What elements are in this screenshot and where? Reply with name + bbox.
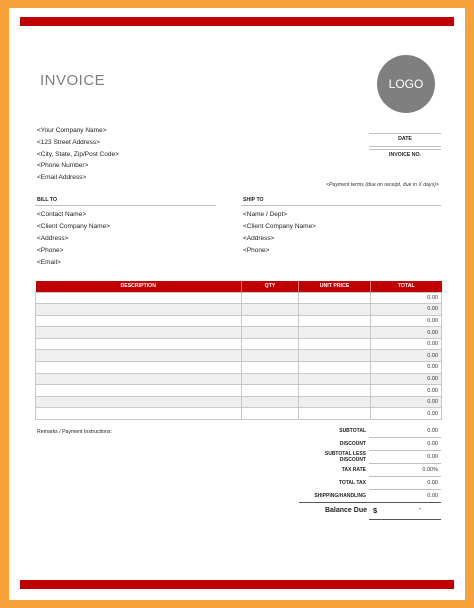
item-description-cell[interactable]: [36, 327, 242, 339]
balance-due-value[interactable]: -: [419, 506, 422, 513]
item-description-cell[interactable]: [36, 396, 242, 408]
item-description-cell[interactable]: [36, 304, 242, 316]
bill-to-heading: BILL TO: [37, 197, 57, 203]
ship-to-divider: [241, 205, 441, 206]
company-phone: <Phone Number>: [37, 162, 89, 170]
item-unit-price-cell[interactable]: [299, 408, 371, 420]
totals-row: [299, 489, 441, 502]
item-qty-cell[interactable]: [242, 385, 299, 397]
item-qty-cell[interactable]: [242, 373, 299, 385]
item-total-cell[interactable]: 0.00: [371, 385, 442, 397]
col-total: TOTAL: [371, 281, 442, 292]
bill-to-phone: <Phone>: [37, 247, 64, 254]
table-row: [36, 338, 442, 350]
table-row: [36, 362, 442, 374]
bill-to-street: <Address>: [37, 235, 69, 242]
table-row: [36, 315, 442, 327]
totals-label: DISCOUNT: [339, 441, 366, 448]
ship-to-address: [243, 209, 316, 257]
item-qty-cell[interactable]: [242, 315, 299, 327]
totals-row: [299, 425, 441, 438]
item-description-cell[interactable]: [36, 338, 242, 350]
col-description: DESCRIPTION: [36, 281, 242, 292]
balance-due-label: Balance Due: [324, 507, 367, 514]
totals-table: [299, 425, 441, 503]
ship-to-phone: <Phone>: [243, 247, 270, 254]
company-city: <City, State, Zip/Post Code>: [37, 150, 119, 158]
item-unit-price-cell[interactable]: [299, 385, 371, 397]
item-unit-price-cell[interactable]: [299, 327, 371, 339]
totals-row: [299, 438, 441, 451]
bill-to-contact: <Contact Name>: [37, 211, 87, 218]
table-row: [36, 304, 442, 316]
totals-label: SHIPPING/HANDLING: [299, 489, 369, 502]
item-description-cell[interactable]: [36, 408, 242, 420]
item-description-cell[interactable]: [36, 362, 242, 374]
table-row: [36, 408, 442, 420]
top-accent-band: [20, 17, 454, 26]
date-value-line[interactable]: [369, 133, 441, 134]
date-divider: [369, 146, 441, 147]
item-total-cell[interactable]: 0.00: [371, 338, 442, 350]
item-total-cell[interactable]: 0.00: [371, 362, 442, 374]
company-email: <Email Address>: [37, 174, 87, 182]
item-description-cell[interactable]: [36, 292, 242, 304]
ship-to-name: <Name / Dept>: [243, 211, 288, 218]
ship-to-heading: SHIP TO: [243, 197, 264, 203]
totals-value[interactable]: 0.00: [369, 489, 441, 502]
company-name: <Your Company Name>: [37, 127, 107, 134]
totals-value[interactable]: 0.00: [369, 477, 441, 490]
bill-to-address: [37, 209, 110, 269]
item-qty-cell[interactable]: [242, 338, 299, 350]
bill-to-company: <Client Company Name>: [37, 223, 110, 230]
col-unit-price: UNIT PRICE: [299, 281, 371, 292]
item-qty-cell[interactable]: [242, 362, 299, 374]
item-total-cell[interactable]: 0.00: [371, 315, 442, 327]
item-unit-price-cell[interactable]: [299, 396, 371, 408]
item-description-cell[interactable]: [36, 373, 242, 385]
line-items-table: [35, 281, 442, 420]
table-row: [36, 385, 442, 397]
table-row: [36, 373, 442, 385]
payment-terms-note: <Payment terms (due on receipt, due in X days)>: [325, 182, 439, 188]
item-unit-price-cell[interactable]: [299, 338, 371, 350]
invoice-no-value-line[interactable]: [369, 149, 441, 150]
bill-to-email: <Email>: [37, 259, 61, 266]
logo-text: LOGO: [388, 77, 424, 91]
bottom-accent-band: [20, 580, 454, 589]
item-total-cell[interactable]: 0.00: [371, 396, 442, 408]
company-info: [37, 125, 119, 184]
item-total-cell[interactable]: 0.00: [371, 292, 442, 304]
company-street: <123 Street Address>: [37, 138, 100, 146]
item-total-cell[interactable]: 0.00: [371, 408, 442, 420]
totals-row: [299, 464, 441, 477]
col-qty: QTY: [242, 281, 299, 292]
item-total-cell[interactable]: 0.00: [371, 304, 442, 316]
balance-currency: $: [373, 506, 378, 515]
item-unit-price-cell[interactable]: [299, 373, 371, 385]
remarks-label: Remarks / Payment Instructions:: [37, 429, 112, 435]
item-qty-cell[interactable]: [242, 408, 299, 420]
invoice-no-label: INVOICE NO.: [389, 152, 421, 158]
ship-to-street: <Address>: [243, 235, 275, 242]
item-total-cell[interactable]: 0.00: [371, 373, 442, 385]
totals-label: TAX RATE: [341, 467, 366, 474]
table-row: [36, 327, 442, 339]
invoice-sheet: [9, 8, 465, 600]
item-unit-price-cell[interactable]: [299, 315, 371, 327]
totals-row: [299, 477, 441, 490]
totals-value[interactable]: 0.00%: [369, 464, 441, 477]
invoice-title: INVOICE: [40, 72, 106, 89]
item-qty-cell[interactable]: [242, 304, 299, 316]
item-description-cell[interactable]: [36, 350, 242, 362]
date-label: DATE: [398, 136, 412, 142]
item-qty-cell[interactable]: [242, 396, 299, 408]
totals-row: [299, 451, 441, 464]
item-total-cell[interactable]: 0.00: [371, 327, 442, 339]
bill-to-divider: [35, 205, 216, 206]
item-unit-price-cell[interactable]: [299, 304, 371, 316]
totals-value[interactable]: 0.00: [369, 438, 441, 451]
table-row: [36, 350, 442, 362]
totals-label: SUBTOTAL LESS DISCOUNT: [324, 451, 366, 464]
item-qty-cell[interactable]: [242, 350, 299, 362]
totals-label: TOTAL TAX: [338, 480, 366, 486]
balance-due-line: [369, 519, 441, 520]
item-unit-price-cell[interactable]: [299, 292, 371, 304]
totals-value[interactable]: 0.00: [369, 451, 441, 464]
item-total-cell[interactable]: 0.00: [371, 350, 442, 362]
item-description-cell[interactable]: [36, 315, 242, 327]
item-qty-cell[interactable]: [242, 292, 299, 304]
totals-value[interactable]: 0.00: [369, 425, 441, 438]
table-row: [36, 292, 442, 304]
table-row: [36, 396, 442, 408]
item-unit-price-cell[interactable]: [299, 350, 371, 362]
item-description-cell[interactable]: [36, 385, 242, 397]
item-unit-price-cell[interactable]: [299, 362, 371, 374]
line-items-header: [36, 281, 442, 292]
logo-placeholder: [377, 55, 435, 113]
ship-to-company: <Client Company Name>: [243, 223, 316, 230]
item-qty-cell[interactable]: [242, 327, 299, 339]
totals-label: SUBTOTAL: [339, 428, 366, 435]
